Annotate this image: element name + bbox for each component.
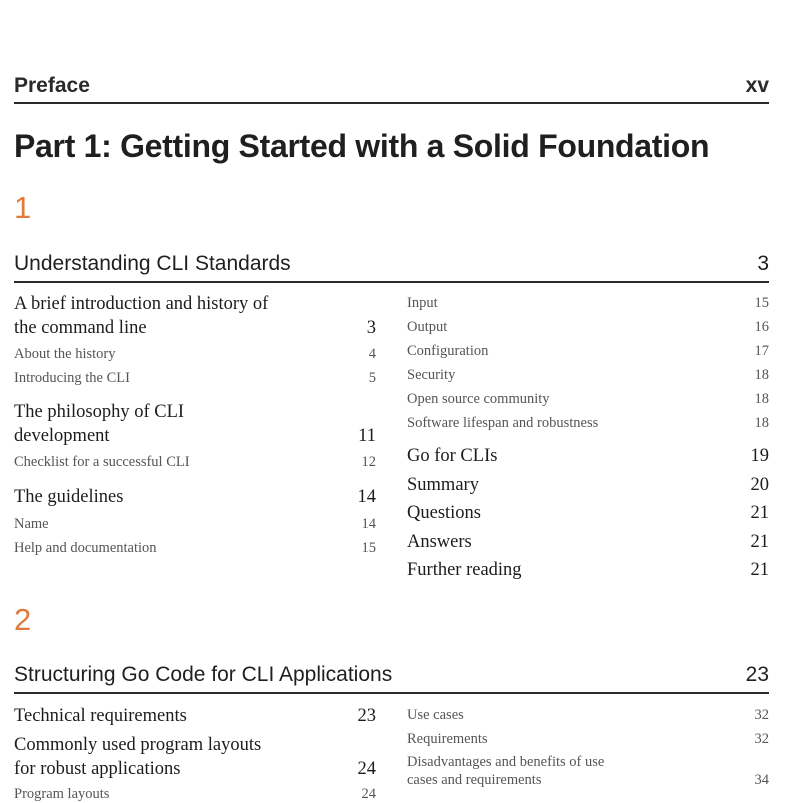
toc-entry-major[interactable] xyxy=(14,400,376,448)
preface-row[interactable] xyxy=(14,72,769,104)
entry-title: About the history xyxy=(14,346,116,362)
toc-entry-major[interactable] xyxy=(407,444,769,468)
entry-page: 14 xyxy=(361,516,376,532)
toc-entry-major[interactable] xyxy=(14,733,376,781)
part-title: Part 1: Getting Started with a Solid Foundation xyxy=(14,128,710,164)
toc-entry-minor[interactable] xyxy=(407,730,769,748)
toc-entry-minor[interactable] xyxy=(407,753,769,789)
entry-page: 19 xyxy=(750,446,769,466)
chapter-page: 3 xyxy=(757,252,769,275)
entry-title: Questions xyxy=(407,503,481,523)
toc-entry-minor[interactable] xyxy=(14,515,376,533)
entry-title: Summary xyxy=(407,475,479,495)
chapter-number: 1 xyxy=(14,190,32,225)
entry-title: Configuration xyxy=(407,343,489,359)
entry-page: 11 xyxy=(358,426,376,446)
entry-title: Program layouts xyxy=(14,786,110,802)
entry-title-line: development xyxy=(14,426,110,446)
entry-page: 21 xyxy=(750,503,769,523)
entry-page: 15 xyxy=(361,540,376,556)
entry-title: Use cases xyxy=(407,707,464,723)
entry-page: 18 xyxy=(754,415,769,431)
entry-page: 12 xyxy=(361,454,376,470)
toc-entry-major[interactable] xyxy=(14,292,376,340)
entry-title: Input xyxy=(407,295,438,311)
toc-entry-minor[interactable] xyxy=(407,318,769,336)
entry-page: 34 xyxy=(754,772,769,788)
entry-page: 17 xyxy=(754,343,769,359)
toc-page xyxy=(14,0,769,800)
entry-title: Introducing the CLI xyxy=(14,370,130,386)
toc-entry-minor[interactable] xyxy=(14,453,376,471)
entry-title-line: cases and requirements xyxy=(407,772,542,788)
toc-entry-minor[interactable] xyxy=(14,785,376,803)
entry-title: Name xyxy=(14,516,49,532)
preface-page: xv xyxy=(745,74,769,97)
entry-title: Software lifespan and robustness xyxy=(407,415,599,431)
entry-page: 21 xyxy=(750,532,769,552)
entry-title-line: The philosophy of CLI xyxy=(14,402,185,422)
preface-label: Preface xyxy=(14,74,90,97)
entry-title-line: Commonly used program layouts xyxy=(14,735,262,755)
entry-title: Further reading xyxy=(407,560,522,580)
entry-page: 23 xyxy=(357,706,376,726)
toc-entry-major[interactable] xyxy=(407,530,769,554)
chapter-title: Understanding CLI Standards xyxy=(14,252,291,275)
chapter-heading[interactable] xyxy=(14,252,769,283)
chapter-title: Structuring Go Code for CLI Applications xyxy=(14,663,393,686)
toc-entry-major[interactable] xyxy=(14,704,376,728)
entry-page: 4 xyxy=(368,346,376,362)
entry-title: Help and documentation xyxy=(14,540,157,556)
chapter-heading[interactable] xyxy=(14,663,769,694)
toc-entry-major[interactable] xyxy=(407,558,769,582)
entry-title-line: Disadvantages and benefits of use xyxy=(407,754,605,770)
toc-entry-minor[interactable] xyxy=(407,706,769,724)
entry-title: The guidelines xyxy=(14,487,124,507)
entry-page: 32 xyxy=(754,731,769,747)
entry-title-line: the command line xyxy=(14,318,147,338)
toc-entry-major[interactable] xyxy=(14,485,376,509)
toc-entry-minor[interactable] xyxy=(14,539,376,557)
entry-page: 15 xyxy=(754,295,769,311)
toc-entry-minor[interactable] xyxy=(407,342,769,360)
entry-page: 20 xyxy=(750,475,769,495)
entry-page: 14 xyxy=(357,487,376,507)
entry-title-line: A brief introduction and history of xyxy=(14,294,269,314)
entry-page: 16 xyxy=(754,319,769,335)
toc-entry-minor[interactable] xyxy=(407,366,769,384)
toc-entry-minor[interactable] xyxy=(14,345,376,363)
entry-page: 5 xyxy=(368,370,376,386)
chapter-number: 2 xyxy=(14,602,32,637)
entry-page: 24 xyxy=(357,759,376,779)
entry-page: 3 xyxy=(366,318,376,338)
entry-page: 18 xyxy=(754,391,769,407)
toc-entry-major[interactable] xyxy=(407,501,769,525)
entry-title: Go for CLIs xyxy=(407,446,498,466)
toc-entry-major[interactable] xyxy=(407,473,769,497)
entry-page: 21 xyxy=(750,560,769,580)
entry-title: Open source community xyxy=(407,391,550,407)
entry-title: Requirements xyxy=(407,731,488,747)
entry-title: Output xyxy=(407,319,448,335)
entry-title: Answers xyxy=(407,532,472,552)
toc-entry-minor[interactable] xyxy=(407,294,769,312)
toc-entry-minor[interactable] xyxy=(407,414,769,432)
toc-entry-minor[interactable] xyxy=(407,390,769,408)
entry-title: Checklist for a successful CLI xyxy=(14,454,190,470)
entry-page: 24 xyxy=(361,786,376,802)
entry-page: 32 xyxy=(754,707,769,723)
entry-title-line: for robust applications xyxy=(14,759,181,779)
entry-title: Security xyxy=(407,367,456,383)
chapter-page: 23 xyxy=(745,663,769,686)
toc-entry-minor[interactable] xyxy=(14,369,376,387)
entry-page: 18 xyxy=(754,367,769,383)
entry-title: Technical requirements xyxy=(14,706,187,726)
